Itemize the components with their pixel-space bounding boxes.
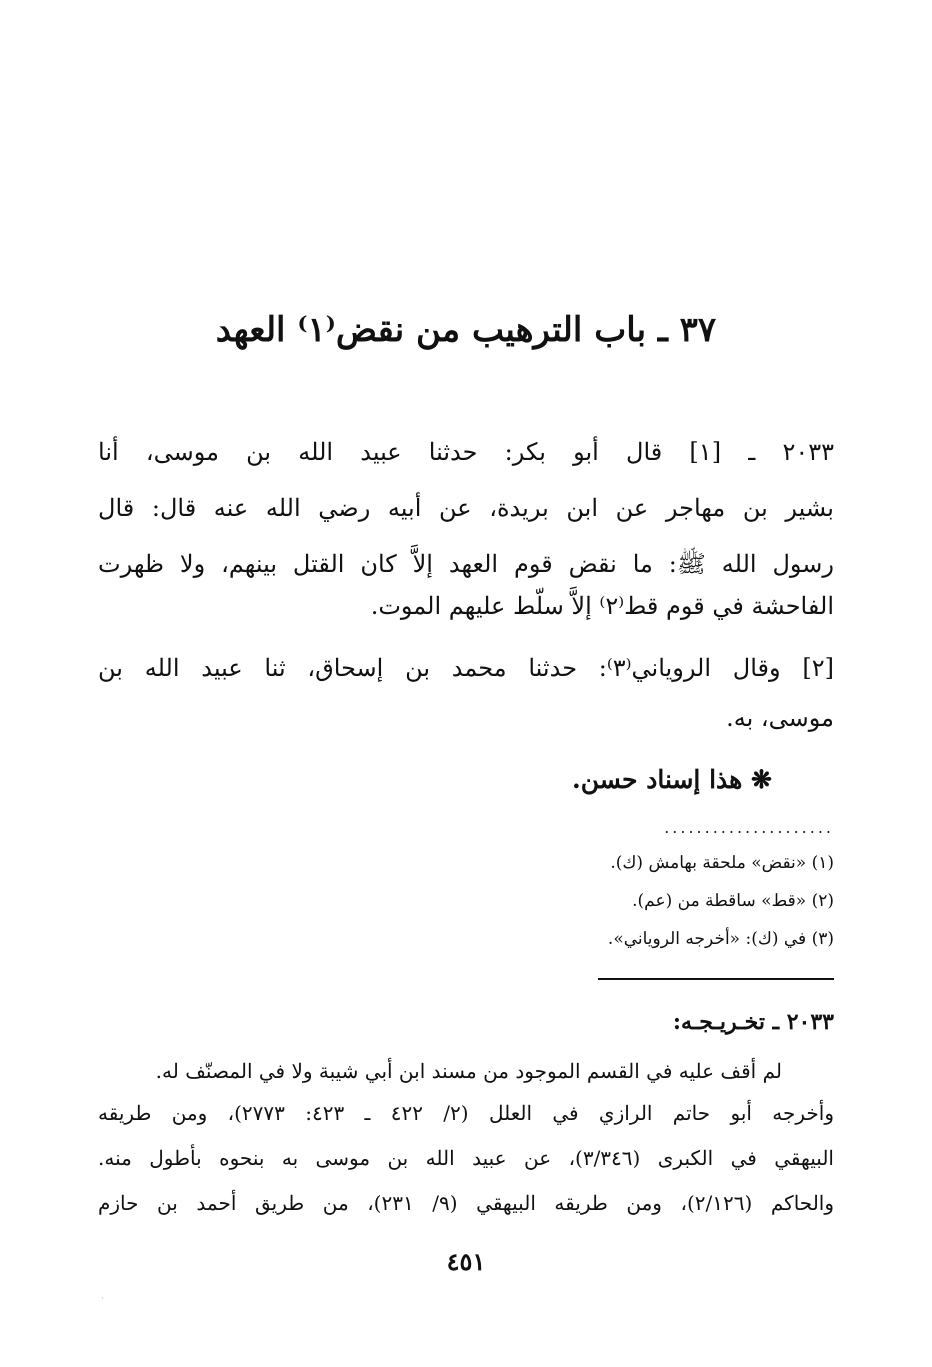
takhrij-line: وأخرجه أبو حاتم الرازي في العلل (٢/ ٤٢٢ ـ ٤٢٣: ٢٧٧٣)، ومن طريقه: [98, 1101, 834, 1125]
footnote-item: (١) «نقض» ملحقة بهامش (ك).: [610, 853, 834, 873]
takhrij-line: والحاكم (٢/١٢٦)، ومن طريقه البيهقي (٩/ ٢٣١)، من طريق أحمد بن حازم: [98, 1191, 835, 1215]
page-number: ٤٥١: [446, 1247, 486, 1276]
footnote-separator: .....................: [664, 818, 834, 837]
footnote-item: (٢) «قط» ساقطة من (عم).: [632, 891, 834, 911]
hadith-line: بشير بن مهاجر عن ابن بريدة، عن أبيه رضي الله عنه قال: قال: [98, 494, 834, 522]
hadith-line: ٢٠٣٣ ـ [١] قال أبو بكر: حدثنا عبيد الله بن موسى، أنا: [98, 438, 835, 466]
hadith-line: رسول الله ﷺ: ما نقض قوم العهد إلاَّ كان القتل بينهم، ولا ظهرت: [98, 550, 834, 578]
second-chain-line: [٢] وقال الروياني⁽٣⁾: حدثنا محمد بن إسحاق، ثنا عبيد الله بن: [98, 654, 834, 682]
takhrij-heading: ٢٠٣٣ ـ تخـريـجـه:: [672, 1009, 834, 1035]
isnad-verdict: ❋ هذا إسناد حسن.: [572, 765, 772, 794]
second-chain-line: موسى، به.: [726, 704, 834, 732]
scan-speck: ·: [101, 1294, 104, 1303]
takhrij-line: لم أقف عليه في القسم الموجود من مسند ابن أبي شيبة ولا في المصنّف له.: [155, 1059, 782, 1083]
hadith-line: الفاحشة في قوم قط⁽٢⁾ إلاَّ سلّط عليهم الموت.: [370, 592, 834, 620]
section-divider: [598, 978, 834, 980]
chapter-title: ٣٧ ـ باب الترهيب من نقض⁽١⁾ العهد: [215, 310, 717, 350]
footnote-item: (٣) في (ك): «أخرجه الروياني».: [607, 929, 834, 949]
takhrij-line: البيهقي في الكبرى (٣/٣٤٦)، عن عبيد الله بن موسى به بنحوه بأطول منه.: [98, 1146, 834, 1170]
